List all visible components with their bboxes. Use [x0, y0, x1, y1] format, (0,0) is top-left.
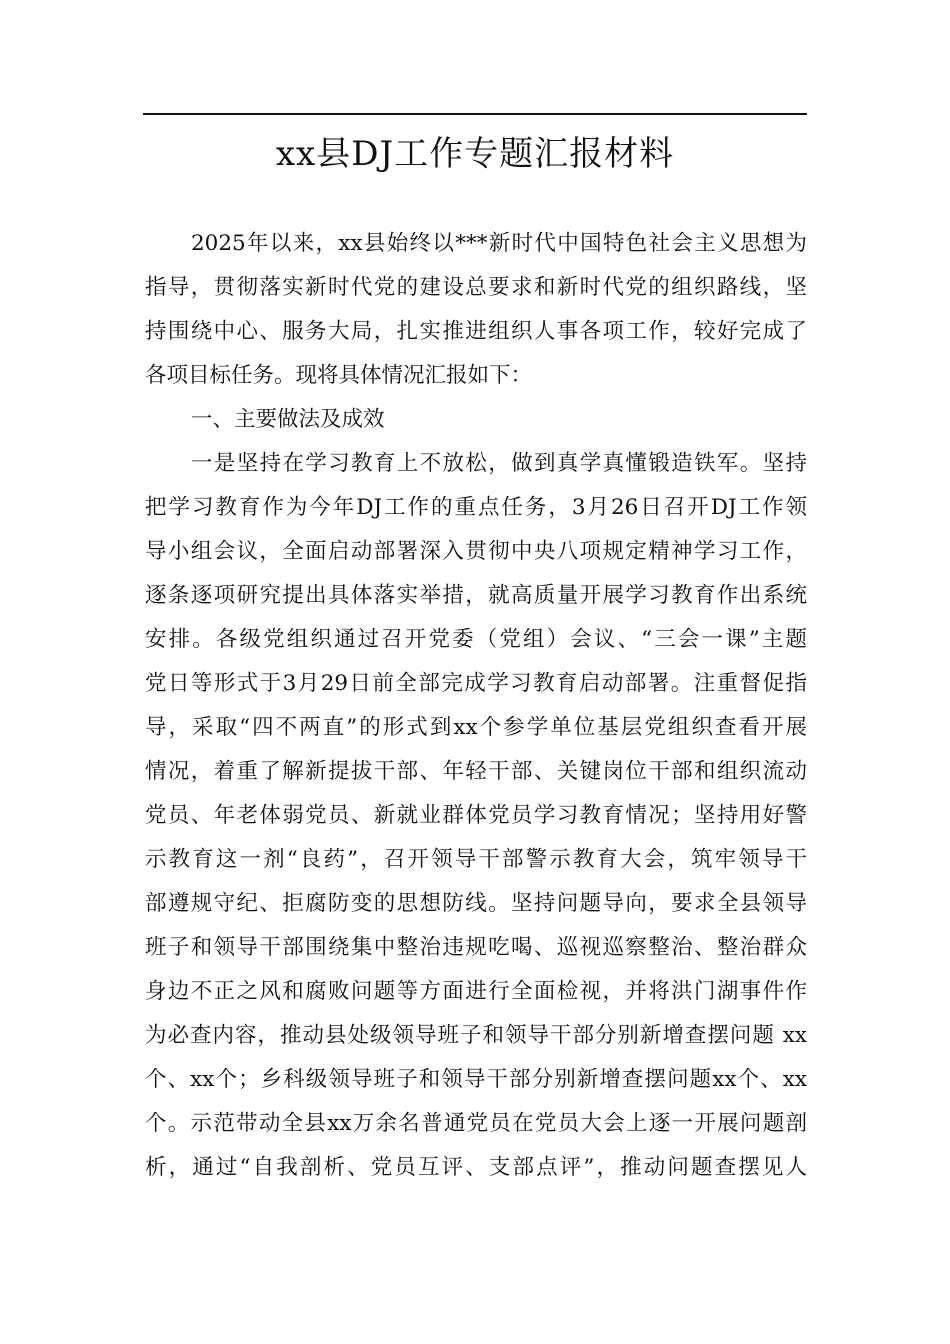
body-line: 情况，着重了解新提拔干部、年轻干部、关键岗位干部和组织流动	[145, 759, 807, 784]
body-line: 党员、年老体弱党员、新就业群体党员学习教育情况；坚持用好警	[145, 803, 807, 828]
body-line: 指导，贯彻落实新时代党的建设总要求和新时代党的组织路线，坚	[145, 275, 807, 300]
body-line: 导小组会议，全面启动部署深入贯彻中央八项规定精神学习工作，	[145, 539, 807, 564]
body-line: 把学习教育作为今年DJ工作的重点任务，3月26日召开DJ工作领	[145, 495, 807, 520]
body-line: 导，采取“四不两直”的形式到xx个参学单位基层党组织查看开展	[145, 715, 807, 740]
section-heading: 一、主要做法及成效	[191, 407, 385, 432]
document-body	[145, 222, 807, 1190]
body-line: 2025年以来，xx县始终以***新时代中国特色社会主义思想为	[191, 231, 807, 256]
body-line: 一是坚持在学习教育上不放松，做到真学真懂锻造铁军。坚持	[191, 451, 807, 476]
body-line: 班子和领导干部围绕集中整治违规吃喝、巡视巡察整治、整治群众	[145, 935, 807, 960]
body-line: 安排。各级党组织通过召开党委（党组）会议、“三会一课”主题	[145, 627, 807, 652]
body-line: 个、xx个；乡科级领导班子和领导干部分别新增查摆问题xx个、xx	[145, 1067, 807, 1092]
body-line: 逐条逐项研究提出具体落实举措，就高质量开展学习教育作出系统	[145, 583, 807, 608]
body-line: 示教育这一剂“良药”，召开领导干部警示教育大会，筑牢领导干	[145, 847, 807, 872]
body-line: 持围绕中心、服务大局，扎实推进组织人事各项工作，较好完成了	[145, 319, 807, 344]
body-line: 党日等形式于3月29日前全部完成学习教育启动部署。注重督促指	[145, 671, 807, 696]
document-title: xx县DJ工作专题汇报材料	[275, 134, 675, 174]
header-rule	[143, 113, 807, 115]
body-line: 各项目标任务。现将具体情况汇报如下：	[145, 363, 533, 388]
body-line: 部遵规守纪、拒腐防变的思想防线。坚持问题导向，要求全县领导	[145, 891, 807, 916]
body-line: 个。示范带动全县xx万余名普通党员在党员大会上逐一开展问题剖	[145, 1111, 807, 1136]
body-line: 身边不正之风和腐败问题等方面进行全面检视，并将洪门湖事件作	[145, 979, 807, 1004]
body-line: 析，通过“自我剖析、党员互评、支部点评”，推动问题查摆见人	[145, 1155, 807, 1180]
body-line: 为必查内容，推动县处级领导班子和领导干部分别新增查摆问题 xx	[145, 1023, 807, 1048]
